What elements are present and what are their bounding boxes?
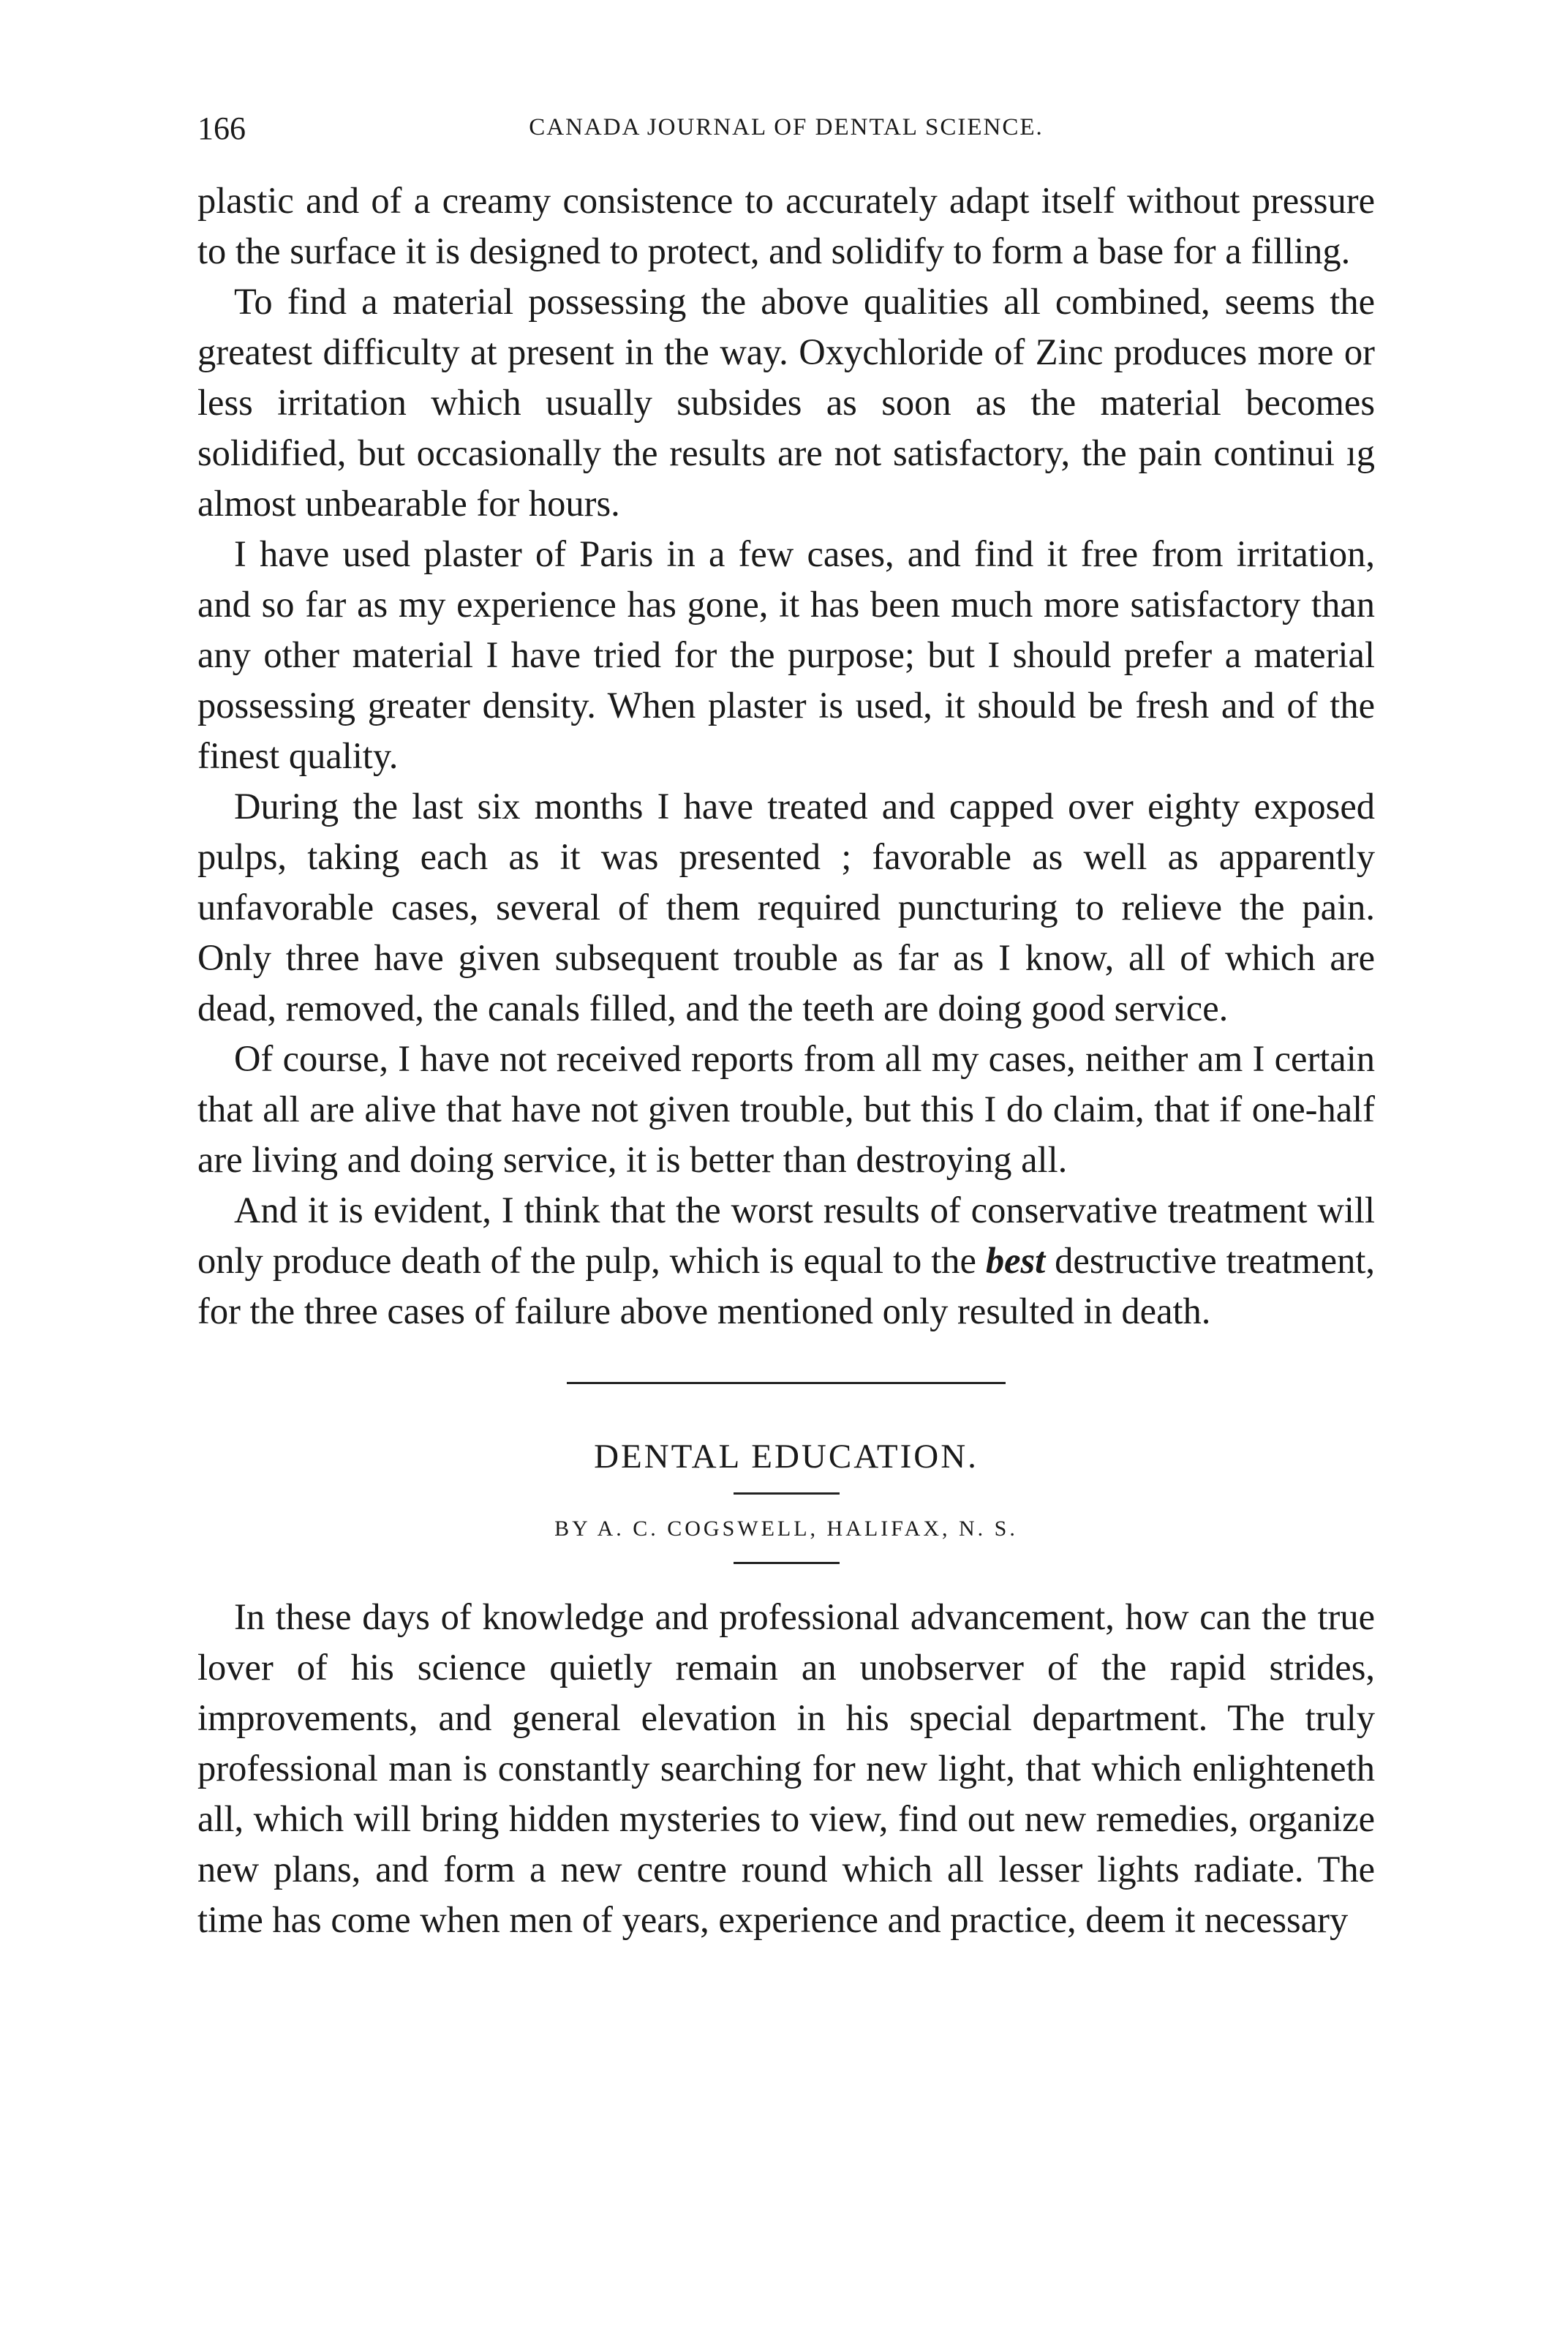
byline: BY A. C. COGSWELL, HALIFAX, N. S. — [554, 1517, 1018, 1541]
journal-page — [197, 110, 1375, 1945]
paragraph: To find a material possessing the above qualities all combined, seems the greatest difficulty at present in the way. Oxychloride of Zinc produces more or less irritation which usually subsides as soon as the material becomes solidified, but occasionally the results are not satisfactory, the pain continui ıg almost unbearable for hours. — [197, 281, 1375, 524]
page-number: 166 — [197, 110, 246, 146]
byline-rule — [734, 1562, 840, 1564]
article-dental-education — [197, 1437, 1375, 1945]
section-divider — [567, 1382, 1006, 1384]
paragraph: During the last six months I have treated and capped over eighty exposed pulps, taking each as it was presented ; favorable as well as apparently unfavorable cases, several of them required puncturing to relieve the pain. Only three have given subsequent trouble as far as I know, all of which are dead, removed, the canals filled, and the teeth are doing good service. — [197, 786, 1375, 1029]
paragraph-text-after: destructive treatment, for the three cases of failure above mentioned only resulted in death. — [197, 1240, 1375, 1331]
title-rule — [734, 1492, 840, 1495]
paragraph: I have used plaster of Paris in a few cases, and find it free from irritation, and so far as my experience has gone, it has been much more satisfactory than any other material I have tried for the purpose; but I should prefer a material possessing greater density. When plaster is used, it should be fresh and of the finest quality. — [197, 533, 1375, 776]
paragraph-final — [197, 1185, 1375, 1337]
article-title: DENTAL EDUCATION. — [594, 1438, 979, 1476]
paragraph-continued: plastic and of a creamy consistence to accurately adapt itself without pressure to the surface it is designed to protect, and solidify to form a base for a filling. — [197, 180, 1375, 271]
running-head — [197, 110, 1375, 154]
paragraph-text-before: And it is evident, I think that the worst results of conservative treatment will only produce death of the pulp, which is equal to the — [197, 1190, 1375, 1281]
article-conservative-treatment — [197, 176, 1375, 1337]
paragraph: Of course, I have not received reports from all my cases, neither am I certain that all are alive that have not given trouble, but this I do claim, that if one-half are living and doing service, it is better than destroying all. — [197, 1038, 1375, 1180]
journal-title: CANADA JOURNAL OF DENTAL SCIENCE. — [529, 114, 1044, 140]
emphasis-word: best — [985, 1240, 1046, 1281]
paragraph: In these days of knowledge and professional advancement, how can the true lover of his science quietly remain an unobserver of the rapid strides, improvements, and general elevation in his special department. The truly professional man is constantly searching for new light, that which enlighteneth all, which will bring hidden mysteries to view, find out new remedies, organize new plans, and form a new centre round which all lesser lights radiate. The time has come when men of years, experience and practice, deem it necessary — [197, 1596, 1375, 1940]
